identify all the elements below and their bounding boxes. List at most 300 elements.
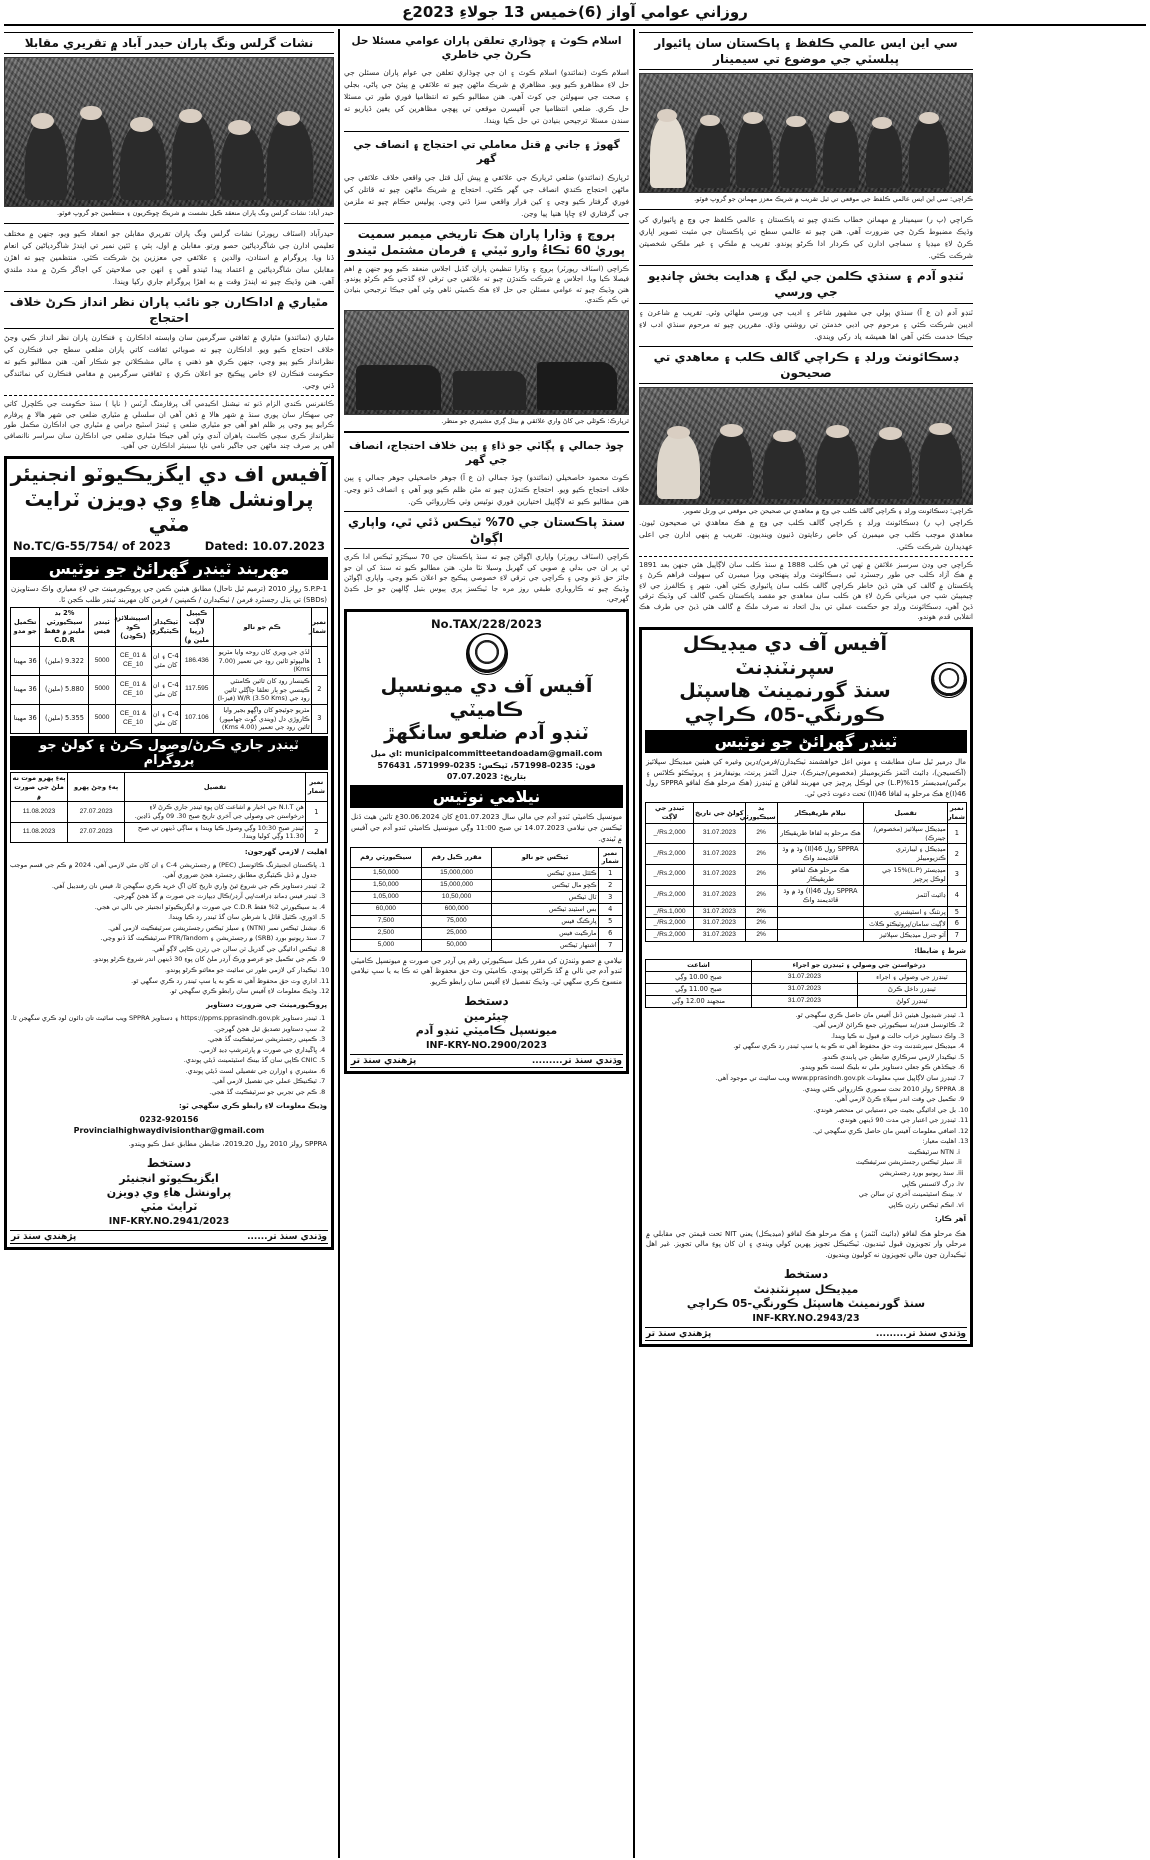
he-r2-cost: 107.106 bbox=[180, 704, 213, 733]
he-s1-detail: ٽينڊر صبح 10:30 وڳي وصول ڪيا ويندا ۽ ساڳي ڏينهن تي صبح 11.30 وڳي کوليا ويندا. bbox=[125, 822, 306, 842]
he-s0-d2: 11.08.2023 bbox=[11, 802, 68, 822]
he-r0-sr: 1 bbox=[311, 647, 327, 676]
he-phone: 0232-920156 bbox=[139, 1114, 199, 1124]
he-sth-2: ٻهءِ وڃڻ پهرو bbox=[68, 772, 125, 802]
hn-r6-date: 31.07.2023 bbox=[694, 930, 745, 942]
hn-th-4: کولڻ جي تاريخ bbox=[694, 803, 745, 824]
he-conditions-title: اهليت / لازمي گهرجون: bbox=[244, 848, 327, 857]
hn-s1-time: صبح 11.00 وڳي bbox=[646, 983, 752, 995]
mc-terms: نيلامي ۾ حصو وٺندڙن کي مقرر ڪيل سيڪيورٽي رقم پي آرڊر جي صورت ۾ ميونسپل ڪاميٽي ٽنڊو آدم جي نالي ۾ گڏ ڪرائڻي پوندي. ڪاميٽي وٽ حق محفوظ آهي ته ڪا به يا سڀ نيلامي منسوخ ڪري سگهي ٿي. وڌيڪ تفصيل لاءِ آفيس سان رابطو ڪريو. bbox=[351, 956, 622, 987]
hn-r1-sec: 2% bbox=[745, 844, 777, 865]
hn-title-line2: سنڌ گورنمينٽ هاسپٽل ڪورنگي-05، ڪراچي bbox=[679, 680, 891, 726]
mc-intro: ميونسپل ڪاميٽي ٽنڊو آدم جي مالي سال 01.07.2023ع کان 30.06.2024ع تائين ھيٺ ڏنل ٽيڪسن جي نيلامي 14.07.2023 تي صبح 11:00 وڳي ميونسپل ڪاميٽي ٽنڊو آدم جي آفيس ۾ ٿيندي. bbox=[351, 813, 622, 843]
mc-r0-sec: 1,50,000 bbox=[351, 868, 422, 880]
mid-article-5: ڪراچي (اسٽاف رپورٽر) واپاري اڳواڻن چيو ته سنڌ پاڪستان جي 70 سيڪڙو ٽيڪس ادا ڪري ٿي پر ان جي بدلي ۾ صوبي کي گهربل وسيلا نٿا ملن. هنن مطالبو ڪيو ته سنڌ کي ان جو جائز حق ڏنو وڃي ۽ ڪراچي جي ترقي لاءِ خصوصي پيڪيج جو اعلان ڪيو وڃي. واپاري اڳواڻن وڌيڪ چيو ته ڪاروباري طبقي روز مره جا ٽيڪسز پري ٻيوس بتيل ڳالهين جو حل ڪڍڻ گهرجي. bbox=[344, 553, 629, 604]
municipal-auction-notice bbox=[344, 609, 629, 1074]
mid-article-1: اسلام ڪوٽ (نمائندو) اسلام ڪوٽ ۽ ان جي چوڌاري تعلقن جي عوام پاران مسئلن جي حل لاءِ مظاهرو ڪيو ويو. مظاهري ۾ شريڪ ماڻهن چيو ته علائقي ۾ پيئڻ جي پاڻي، بجلي ۽ صحت جي سهولتن جي کوٽ آهي. هنن مطالبو ڪيو ته انتظاميا فوري طور تي مسئلا حل ڪري. ضلعي انتظاميا جي آفيسرن موقعي تي پهچي مظاهرين کي يقين ڏياريو ته سندن مسئلا ترجيحي بنيادن تي حل ڪيا ويندا. bbox=[344, 68, 629, 126]
hn-title-line1: آفيس آف دي ميڊيڪل سپرنٽنڊنٽ bbox=[682, 632, 888, 679]
table-row bbox=[11, 802, 328, 822]
mc-r0-sr: 1 bbox=[598, 868, 622, 880]
mc-r6-amount: 50,000 bbox=[421, 939, 492, 951]
he-r1-cat: C-4 ۽ ان کان مٿي bbox=[151, 675, 180, 704]
column-mid bbox=[344, 29, 629, 1858]
hn-th-3: بد سيڪيورٽي bbox=[745, 803, 777, 824]
hn-s0-time: صبح 10.00 وڳي bbox=[646, 971, 752, 983]
hn-r2-method: هڪ مرحلو هڪ لفافو طريقيڪار bbox=[777, 864, 864, 885]
he-conditions-list bbox=[10, 860, 328, 996]
table-row bbox=[646, 823, 967, 843]
mid-headline-4: چوڌ جمالي ۽ پڳاٽي جو ڌاءِ ۽ ٻين خلاف احتجاج، انصاف جي گهر bbox=[348, 439, 625, 466]
sindh-government-emblem-icon bbox=[931, 662, 967, 698]
mc-r3-amount: 600,000 bbox=[421, 904, 492, 916]
table-row bbox=[646, 906, 967, 918]
hn-read-right: پڙهندي سنڌ تر bbox=[646, 1329, 712, 1340]
hn-sign-1: دستخط bbox=[783, 1267, 829, 1282]
hn-r2-sec: 2% bbox=[745, 864, 777, 885]
mc-r2-name: ٽال ٽيڪس bbox=[492, 892, 598, 904]
table-row bbox=[351, 904, 623, 916]
he-sign-3: پراونشل هاءِ وي ڊويزن bbox=[106, 1185, 232, 1199]
he-r1-sec: 5.880 (ملين) bbox=[40, 675, 89, 704]
hn-r3-cost: Rs.2,000/_ bbox=[646, 885, 694, 906]
list-item: 5. اڌوري، ڪٽيل ڦاٽل يا شرطن سان گڏ ٽينڊر رد ڪيا ويندا. bbox=[10, 912, 317, 922]
he-th-5: ٽينڊر فيس bbox=[89, 608, 115, 647]
mc-th-3: سيڪيورٽي رقم bbox=[351, 847, 422, 868]
mc-r3-name: بس اسٽينڊ ٽيڪس bbox=[492, 904, 598, 916]
he-sth-1: تفصيل bbox=[125, 772, 306, 802]
table-row bbox=[11, 675, 328, 704]
he-r0-sec: 9.322 (ملين) bbox=[40, 647, 89, 676]
list-item: 10. بل جي ادائيگي بجيٽ جي دستيابي تي منحصر هوندي. bbox=[645, 1105, 956, 1115]
he-r1-fee: 5000 bbox=[89, 675, 115, 704]
he-r1-period: 36 مهينا bbox=[11, 675, 40, 704]
left-headline-1: سي اين ايس عالمي ڪلفظ ۽ پاڪستان سان ڀائيوار پبلسٽي جي موضوع تي سيمينار bbox=[639, 32, 973, 70]
he-sth-3: ٻهءِ پهرو موت نه ملڻ جي صورت ۾ bbox=[11, 772, 68, 802]
hn-th-1: تفصيل bbox=[864, 803, 947, 824]
mc-r5-amount: 25,000 bbox=[421, 927, 492, 939]
hn-r2-date: 31.07.2023 bbox=[694, 864, 745, 885]
mc-r6-sr: 7 bbox=[598, 939, 622, 951]
he-th-4: اسپيشلائزڊ ڪوڊ (ڪوڊن) bbox=[115, 608, 151, 647]
highway-tender-notice bbox=[4, 456, 334, 1251]
list-item: 7. سنڌ ريونيو بورڊ (SRB) ۾ رجسٽريشن ۽ PTR/Tandom سرٽيفڪيٽ گڏ ڏنو وڃي. bbox=[10, 933, 317, 943]
mc-r1-sr: 2 bbox=[598, 880, 622, 892]
table-row bbox=[646, 844, 967, 865]
list-item: 8. ٽيڪس ادائيگي جي گذريل ٽن سالن جي رٽرن ڪاپي لاڳو آهي. bbox=[10, 944, 317, 954]
list-item: 9. ڪم جي تڪميل جو عرصو ورڪ آرڊر ملڻ کان پوءِ 30 ڏينهن اندر شروع ڪرڻو پوندو. bbox=[10, 954, 317, 964]
mc-r1-name: ڪچو مال ٽيڪس bbox=[492, 880, 598, 892]
list-item: 11. ٽينڊرز جي اعتبار جي مدت 90 ڏينهن هوندي. bbox=[645, 1115, 956, 1125]
mc-phone: 0235-571998، ٽيڪس: 0235-571999، 576431 bbox=[377, 760, 573, 770]
hn-terms-list bbox=[645, 1010, 967, 1147]
hn-s2-label: ٽينڊرز کولڻ bbox=[857, 995, 966, 1007]
he-inf-number: INF-KRY.NO.2941/2023 bbox=[108, 1216, 230, 1228]
table-row bbox=[351, 868, 623, 880]
hn-r0-cost: Rs.2,000/_ bbox=[646, 823, 694, 843]
table-row bbox=[351, 880, 623, 892]
he-docs-list bbox=[10, 1013, 328, 1097]
hn-table-header-row bbox=[646, 803, 967, 824]
list-item: 6. مشينري ۽ اوزارن جي تفصيلي لسٽ ڏيڻي پوندي. bbox=[10, 1066, 317, 1076]
right-article-1: حيدرآباد (اسٽاف رپورٽر) نشات گرلس ونگ پاران تقريري مقابلن جو انعقاد ڪيو ويو، جنهن ۾ مختلف تعليمي ادارن جي شاگردياڻين حصو ورتو. مقابلن ۾ اول، ٻئي ۽ ٽئين نمبر تي ايندڙ شاگردياڻين کي انعام ڏنا ويا. پروگرام ۾ استادن، والدين ۽ علائقي جي معززين پڻ شرڪت ڪئي. منتظمين چيو ته اهڙن مقابلن سان شاگردياڻين ۾ اعتماد پيدا ٿيندو آهي ۽ انهن جي صلاحيتن کي اجاگر ڪرڻ ۾ مدد ملندي آهي. هنن وڌيڪ چيو ته ايندڙ وقت ۾ به اهڙا پروگرام جاري رکيا ويندا. bbox=[4, 229, 334, 287]
hn-r3-detail: ڊائيٽ آئٽمز bbox=[864, 885, 947, 906]
masthead-text: روزاني عوامي آواز (6)خميس 13 جولاءِ 2023ع bbox=[402, 3, 748, 21]
mc-read-line bbox=[350, 1054, 623, 1068]
he-schedule-table bbox=[10, 772, 328, 843]
list-item: 7. ٽينڊرز سان لاڳاپيل سڀ معلومات www.pprasindh.gov.pk ويب سائيٽ تي موجود آهي. bbox=[645, 1073, 956, 1083]
hn-th-0: نمبر شمار bbox=[947, 803, 966, 824]
he-r1-cost: 117.595 bbox=[180, 675, 213, 704]
mc-title-line2: ٽنڊو آدم ضلعو سانگهڙ bbox=[384, 722, 589, 745]
he-r0-work: لڏي جي ويري کان روحه وايا مٽريو هاليپوٽو ٿائين روڊ جي تعمير (7.00 Kms) bbox=[213, 647, 311, 676]
hn-s2-time: منجهند 12.00 وڳي bbox=[646, 995, 752, 1007]
hn-r0-date: 31.07.2023 bbox=[694, 823, 745, 843]
hn-sched-header-row bbox=[646, 960, 967, 972]
hn-s1-date: 31.07.2023 bbox=[751, 983, 857, 995]
mc-inf-number: INF-KRY-NO.2900/2023 bbox=[426, 1040, 547, 1052]
he-r2-sr: 3 bbox=[311, 704, 327, 733]
list-item: 5. ٺيڪيدار لازمي سرڪاري ضابطن جي پابندي ڪندو. bbox=[645, 1052, 956, 1062]
mc-sign-2: چيئرمين bbox=[464, 1009, 509, 1023]
table-row bbox=[351, 915, 623, 927]
left-article-2: ٽنڊو آدم (ن ع آ) سنڌي ٻولي جي مشهور شاعر ۽ اديب جي ورسي ملهائي وئي. تقريب ۾ شاعرن ۽ اديبن شرڪت ڪئي ۽ مرحوم جي ادبي خدمتن تي روشني وڌي. مقررين چيو ته مرحوم سنڌي ادب لاءِ جيڪا خدمت ڪئي آهي اها هميشه ياد رکي ويندي. bbox=[639, 307, 973, 341]
hn-r6-detail: آٽو جنرل ميڊيڪل سپلائيز bbox=[864, 930, 947, 942]
hn-r4-cost: Rs.1,000/_ bbox=[646, 906, 694, 918]
hn-r3-sec: 2% bbox=[745, 885, 777, 906]
hn-r5-detail: لاڳيت سامان/پروٽيڪٽو ڪلاٿ bbox=[864, 918, 947, 930]
left-article-1: ڪراچي (پ ر) سيمينار ۾ مهمانن خطاب ڪندي چيو ته پاڪستان ۽ عالمي ڪلفظ جي وچ ۾ ڀائيواري کي وڌيڪ مضبوط ڪرڻ جي ضرورت آهي. هنن چيو ته عالمي سطح تي پاڪستان جي مثبت تصوير اڀاري ڪرڻ لاءِ ميڊيا ۽ سماجي ادارن کي ڪردار ادا ڪرڻو پوندو. تقريب ۾ ملڪي ۽ غير ملڪي شخصيتن شرڪت ڪئي. bbox=[639, 215, 973, 261]
table-row bbox=[351, 927, 623, 939]
he-th-7: تڪميل جو مدو bbox=[11, 608, 40, 647]
he-th-1: ڪم جو نالو bbox=[213, 608, 311, 647]
mc-email[interactable]: municipalcommitteetandoadam@gmail.com bbox=[404, 749, 603, 759]
he-r0-fee: 5000 bbox=[89, 647, 115, 676]
government-emblem-icon bbox=[466, 633, 508, 675]
hn-r1-date: 31.07.2023 bbox=[694, 844, 745, 865]
hn-r6-cost: Rs.2,000/_ bbox=[646, 930, 694, 942]
right-lead-headline: نشات گرلس ونگ پاران حيدر آباد ۾ تقريري مقابلا bbox=[4, 32, 334, 54]
mc-th-1: ٽيڪس جو نالو bbox=[492, 847, 598, 868]
he-r2-fee: 5000 bbox=[89, 704, 115, 733]
photo-nishat-girls-wing bbox=[4, 57, 334, 207]
list-item: 4. ڀاڱيداري جي صورت ۾ پارٽنرشپ ڊيڊ لازمي. bbox=[10, 1045, 317, 1055]
mc-r3-sec: 60,000 bbox=[351, 904, 422, 916]
hn-r5-date: 31.07.2023 bbox=[694, 918, 745, 930]
mid-headline-5: سنڌ پاڪستان جي 70% ٽيڪس ڏئي ٿي، واپاري اڳواڻ bbox=[344, 511, 629, 549]
hn-r2-detail: ميڊيسٽر (L.P)15% جي لوڪل پرچيز bbox=[864, 864, 947, 885]
list-item: 11. اداري وٽ حق محفوظ آهي ته ڪو به يا سڀ ٽينڊر رد ڪري سگهي ٿو. bbox=[10, 976, 317, 986]
left-article-4: ڪراچي جي وڊن سرسبز علائقن ۾ ٺهي ٿي هي ڪلب 1888 ۾ سنڌ ڪلب سان لاڳاپيل هئي جنهن بعد 1891 ۾ هڪ آزاد ڪلب جي طور رجسٽرڊ ٿيي ڊسڪائونٽ ورلڊ پنهنجي ويزا ميمبرن کي سهولت فراهم ڪرڻ ۽ پاڪستان ۾ گالف کي هٿي ڏيڻ خاطر ڪراچي گالف ڪلب سان ڀائيواري ڪئي آهي. شهر ۽ ڪالفرز جي لاءِ چيمپيئن شپ جي ميزباني ڪرڻ لاءِ هن ڪلب سان معاهدي جو مقصد پاڪستان ڪمي گالف کي وڌيڪ ترقي ڏيڻ آهي، ڊسڪائونٽ ورلڊ جو حڪمت عملي تي بدل اتحاد نه صرف ملڪ ۾ گالف هئي ڏيڻ جي طرف هڪ انقلابي قدم هوندو. bbox=[639, 560, 973, 622]
mid-headline-3: ٻروچ ۽ وڌارا پاران ھڪ تاريخي ميمبر سميت پوريٰ 60 ٽڪاءُ وارو ٽيٽي ۽ فرمان مشتمل ٿيندو bbox=[344, 223, 629, 261]
he-read-right: پڙهندي سنڌ تر bbox=[11, 1232, 77, 1243]
he-r2-work: مٽريو جوٽيجو کان واڳهو بجير وايا ڪاروڙي دل (ويندي گوٽ جهامپور) ٿائين روڊ جي تعمير (4.00 Kms) bbox=[213, 704, 311, 733]
mid-article-2: ٿرپارڪ (نمائندو) ضلعي ٿرپارڪ جي علائقي ۾ پيش آيل قتل جي واقعي خلاف علائقي جي ماڻهن احتجاج ڪندي انصاف جي گهر ڪئي. احتجاج ۾ شريڪ ماڻهن چيو ته قاتلن کي فوري گرفتار ڪيو وڃي ۽ کين قرار واقعي سزا ڏني وڃي. پوليس حڪام چيو ته ملزمن جي گرفتاري لاءِ ڇاپا هنيا پيا وڃن. bbox=[344, 172, 629, 218]
hn-s0-date: 31.07.2023 bbox=[751, 971, 857, 983]
he-s0-sr: 1 bbox=[305, 802, 327, 822]
hn-sth-1: اشاعت bbox=[646, 960, 752, 972]
hn-r0-method: هڪ مرحلو ٻه لفافا طريقيڪار bbox=[777, 823, 864, 843]
hn-r1-sr: 2 bbox=[947, 844, 966, 865]
mc-phone-label: فون: bbox=[575, 760, 596, 770]
hn-r4-method bbox=[777, 906, 864, 918]
he-r2-cat: C-4 ۽ ان کان مٿي bbox=[151, 704, 180, 733]
mc-r0-name: ڪئٽل منڊي ٽيڪس bbox=[492, 868, 598, 880]
hn-note: هڪ مرحلو هڪ لفافو (ڊائيٽ آئٽمز) ۽ هڪ مرحلو هڪ لفافو (ميڊيڪل) يعني NIT تحت قيمتن جي مقابلي ۾ مرحلي وار تجويزون قبول ٿينديون. ٽيڪنيڪل تجويز پهرين کولي ويندي ۽ ان کان پوءِ مالي تجويز. غير اهل ٺيڪيدارن جون مالي تجويزون نه کوليون وينديون. bbox=[646, 1229, 966, 1260]
hn-s2-date: 31.07.2023 bbox=[751, 995, 857, 1007]
mc-r6-name: اشتهار ٽيڪس bbox=[492, 939, 598, 951]
mc-r5-sr: 6 bbox=[598, 927, 622, 939]
list-item: 3. ڪمپني رجسٽريشن سرٽيفڪيٽ گڏ هجي. bbox=[10, 1034, 317, 1044]
hn-th-2: نيلام طريقيڪار bbox=[777, 803, 864, 824]
mc-email-label: اي ميل: bbox=[370, 749, 403, 759]
list-item: 1. ٽينڊر شيڊيول هيٺين ڏنل آفيس مان حاصل ڪري سگهجي ٿو. bbox=[645, 1010, 956, 1020]
hn-r1-method: SPPRA رول 46(II) وڌ ۾ وڌ ڦائديمند واڪ bbox=[777, 844, 864, 865]
he-r1-code: CE_01 & CE_10 bbox=[115, 675, 151, 704]
mc-sign-1: دستخط bbox=[464, 994, 509, 1009]
right-article-3: ڪانفرنس ڪندي الزام ڏنو ته نيشنل اڪيڊمي آف پرفارمنگ آرٽس ( ناپا ) سنڌ حڪومت جي ڪلچرل کاتي جي سهڪار سان پوري سنڌ ۾ شهر هالا ۾ ڏهن آهي ان سلسلي ۾ مٿياري ضلعي جي شهر هالا ۾ پرفارم ڪرايو پيو وڃي پر ظلم اهو آهي جو مٿياري ضلعي ۽ ٿيندڙ اسٽيج ڊرامي ۾ مٿياري جي اداڪارن مڪمل طور نظرانداز ڪري سچي ڪاسٽ ٻاهران آندي وئي آهي جيڪا مٿياري ضلعي جي اداڪارن سان سراسر ناانصافي آهي پر صرف چند ماڻهن جي جاگير نامي ناپا سينيئر اداڪارن جي آهي. bbox=[4, 400, 334, 451]
hn-r3-date: 31.07.2023 bbox=[694, 885, 745, 906]
hn-s0-label: ٽينڊرز جي وصولي ۽ اجراء bbox=[857, 971, 966, 983]
table-row bbox=[646, 971, 967, 983]
columns-container bbox=[4, 26, 1146, 1858]
list-item: 8. ڪم جي تجربي جو سرٽيفڪيٽ گڏ هجي. bbox=[10, 1087, 317, 1097]
table-row bbox=[646, 885, 967, 906]
hn-items-table bbox=[645, 802, 967, 942]
he-r0-cat: C-4 ۽ ان کان مٿي bbox=[151, 647, 180, 676]
hn-r4-date: 31.07.2023 bbox=[694, 906, 745, 918]
hn-r6-sec: 2% bbox=[745, 930, 777, 942]
mc-r6-sec: 5,000 bbox=[351, 939, 422, 951]
hn-r5-sr: 6 bbox=[947, 918, 966, 930]
table-row bbox=[646, 983, 967, 995]
hn-r3-method: SPPRA رول 46(I) وڌ ۾ وڌ ڦائديمند واڪ bbox=[777, 885, 864, 906]
hn-sth-0: درخواستن جي وصولي ۽ ٽينڊرن جو اجراء bbox=[751, 960, 966, 972]
mc-r2-sec: 1,05,000 bbox=[351, 892, 422, 904]
list-item: 9. تڪميل جي وقت اندر سپلاءِ ڪرڻ لازمي آهي. bbox=[645, 1094, 956, 1104]
list-item: 6. جيڪڏهن ڪو جعلي دستاويز ملي ته بليڪ لسٽ ڪيو ويندو. bbox=[645, 1062, 956, 1072]
hn-note-title: آهر ڪار: bbox=[934, 1214, 966, 1223]
mid-headline-2: گهوڙ ۽ جاني ۾ قتل معاملي تي احتجاج ۽ انصاف جي گهر bbox=[353, 139, 620, 166]
list-item: 5. CNIC ڪاپي سان گڏ بينڪ اسٽيٽمينٽ ڏيڻي پوندي. bbox=[10, 1055, 317, 1065]
left-article-3: ڪراچي (پ ر) ڊسڪائونٽ ورلڊ ۽ ڪراچي گالف ڪلب جي وچ ۾ هڪ معاهدي تي صحيحون ٿيون. معاهدي موجب ڪلب جي ميمبرن کي خاص رعايتون ڏنيون وينديون. تقريب ۾ ٻنهي ادارن جي اعلى عهديدارن شرڪت ڪئي. bbox=[639, 517, 973, 551]
he-s0-detail: هن N.I.T جي اخبار ۾ اشاعت کان پوءِ ٽينڊر جاري ڪرڻ لاءِ درخواستن جي وصولي جي آخري تاريخ صبح 30. 09 وڳي ڏاڍين. bbox=[125, 802, 306, 822]
list-item: iv. ڊرگ لائسنس ڪاپي bbox=[645, 1179, 954, 1189]
left-headline-3: ڊسڪائونٽ ورلڊ ۽ ڪراچي گالف ڪلب ۽ معاهدي تي صحيحون bbox=[639, 346, 973, 384]
photo-cns-seminar bbox=[639, 73, 973, 193]
list-item: 13. اهليت معيار: bbox=[645, 1136, 956, 1146]
table-row bbox=[351, 892, 623, 904]
hn-s1-label: ٽينڊرز داخل ڪرڻ bbox=[857, 983, 966, 995]
he-th-2: ڪيٻيل لاڳت (رپيا ملين ۾) bbox=[180, 608, 213, 647]
column-right bbox=[4, 29, 334, 1858]
hn-schedule-table bbox=[645, 959, 967, 1008]
he-r0-period: 36 مهينا bbox=[11, 647, 40, 676]
hn-read-left: وڌندي سنڌ تر......... bbox=[875, 1329, 966, 1340]
mc-th-2: مقرر ڪيل رقم bbox=[421, 847, 492, 868]
list-item: 6. نيشنل ٽيڪس نمبر (NTN) ۽ سيلز ٽيڪس رجسٽريشن سرٽيفڪيٽ لازمي آهي. bbox=[10, 923, 317, 933]
hn-r0-sr: 1 bbox=[947, 823, 966, 843]
column-left bbox=[639, 29, 973, 1858]
list-item: i. NTN سرٽيفڪيٽ bbox=[645, 1147, 954, 1157]
he-email: Provincialhighwaydivisionthar@gmail.com bbox=[73, 1126, 265, 1136]
he-ref-no: No.TC/G-55/754/ of 2023 bbox=[13, 538, 171, 553]
hn-th-5: ٽينڊر جي لاڳت bbox=[646, 803, 694, 824]
table-row bbox=[11, 647, 328, 676]
mc-banner: نيلامي نوٽيس bbox=[350, 785, 623, 808]
table-row bbox=[646, 864, 967, 885]
list-item: 1. پاڪستان انجنيئرنگ ڪائونسل (PEC) ۾ رجسٽريشن C-4 ۽ ان کان مٿي لازمي آهي، 2024 ۾ ڪم جي قسم موجب جدول ۾ ڏنل ڪيٽيگري مطابق رجسٽرڊ هجڻ ضروري آهي. bbox=[10, 860, 317, 880]
hn-r1-cost: Rs.2,000/_ bbox=[646, 844, 694, 865]
he-th-6: 2% بد سيڪيورٽي ملينز ۾ فقط C.D.R bbox=[40, 608, 89, 647]
photo-caption-nishat: حيدر آباد: نشات گرلس ونگ پاران منعقد ڪيل نشست ۾ شريڪ ڇوڪريون ۽ منتظمين جو گروپ فوٽو. bbox=[56, 209, 334, 218]
he-sign-4: ٽرايٽ مٽي bbox=[140, 1200, 198, 1214]
he-r0-cost: 186.436 bbox=[180, 647, 213, 676]
hn-inf-number: INF-KRY.NO.2943/23 bbox=[752, 1313, 860, 1325]
list-item: 4. بد سيڪيورٽي 2% فقط C.D.R جي صورت ۾ ايگزيڪيوٽو انجنيئر جي نالي تي هجي. bbox=[10, 902, 317, 912]
he-signature-block bbox=[10, 1156, 328, 1214]
list-item: 12. وڌيڪ معلومات لاءِ آفيس سان رابطو ڪري سگهجي ٿو. bbox=[10, 986, 317, 996]
he-schedule-banner: ٽينڊر جاري ڪرڻ/وصول ڪرڻ ۽ کولڻ جو پروگرام bbox=[10, 736, 328, 770]
hn-signature-block bbox=[645, 1267, 967, 1311]
mc-table-header-row bbox=[351, 847, 623, 868]
hn-r4-sr: 5 bbox=[947, 906, 966, 918]
hn-r2-cost: Rs.2,000/_ bbox=[646, 864, 694, 885]
list-item: 8. SPPRA رولز 2010 تحت سموري ڪارروائي ڪئي ويندي. bbox=[645, 1084, 956, 1094]
hn-r5-method bbox=[777, 918, 864, 930]
he-title-line2: پراونشل هاءِ وي ڊويزن ٽرايٽ مٽي bbox=[24, 486, 314, 536]
hn-r0-detail: ميڊيڪل سپلائيز (مخصوص/جينرڪ) bbox=[864, 823, 947, 843]
he-sign-2: ايگزيڪيوٽو انجنيئر bbox=[119, 1171, 219, 1185]
he-read-left: وڌندي سنڌ تر...... bbox=[247, 1232, 327, 1243]
list-item: 12. اضافي معلومات آفيس مان حاصل ڪري سگهجي ٿي. bbox=[645, 1126, 956, 1136]
photo-golf-club-agreement bbox=[639, 387, 973, 505]
list-item: 4. ميڊيڪل سپرنٽنڊنٽ وٽ حق محفوظ آهي ته ڪو به يا سڀ ٽينڊر رد ڪري سگهي ٿو. bbox=[645, 1041, 956, 1051]
he-intro: S.P.P-1 رولز 2010 (ترميم ٿيل تاحال) مطابق هيٺين ڪمن جي پروڪيورمينٽ جي لاءِ معياري واڪ دستاويزن (SBDs) تي ٻڌل رجسٽرڊ فرمن / ٺيڪيدارن / ڪمپنين / فرمن کان مهربند ٽينڊر طلب ڪجن ٿا. bbox=[11, 584, 327, 604]
hn-criteria-list bbox=[645, 1147, 967, 1210]
hn-read-line bbox=[645, 1327, 967, 1341]
mc-read-right: پڙهندي سنڌ تر bbox=[351, 1056, 417, 1067]
he-docs-title: پروڪيورمينٽ جي ضرورت دستاويز bbox=[206, 1001, 327, 1010]
he-r2-sec: 5.355 (ملين) bbox=[40, 704, 89, 733]
mc-r2-sr: 3 bbox=[598, 892, 622, 904]
he-th-0: نمبر شمار bbox=[311, 608, 327, 647]
hn-intro: مال ڊرمير ٿيل سان مطابقت ۽ موني اعل خواهشمند ٺيڪيدارن/فرمن/ڊرين وغيره کي هيٺين ميڊيڪل سپلائيز (آڪسيجن)، ڊائيٽ آئٽمز ڪنزيوميبلز (مخصوص/جينرڪ)، جنرل آئٽمز پرنٽ، يونيفارمز ۽ پروٽيڪٽو ڪلاٿس ۽ برگس/ميڊيسٽر 15%(L.P) جي لوڪل پرچيز جي مهربند لفافن ۾ ٽينڊرز (هڪ مرحلو هڪ لفافو SPPRA رول 46(I)ع هڪ مرحلو ٻه لفافا 46(II) تحت دعوت ڏجي ٿي. bbox=[646, 757, 966, 799]
mc-r2-amount: 10,50,000 bbox=[421, 892, 492, 904]
mc-r1-sec: 1,50,000 bbox=[351, 880, 422, 892]
mc-date: 07.07.2023 bbox=[446, 772, 498, 782]
list-item: 2. سڀ دستاويز تصديق ٿيل هجڻ گهرجن. bbox=[10, 1024, 317, 1034]
mc-r4-name: پارڪنگ فيس bbox=[492, 915, 598, 927]
hospital-tender-notice bbox=[639, 627, 973, 1348]
list-item: 7. ٽيڪنيڪل عملي جي تفصيل لازمي آهي. bbox=[10, 1076, 317, 1086]
divider-2 bbox=[633, 29, 635, 1858]
table-row bbox=[646, 930, 967, 942]
list-item: ii. سيلز ٽيڪس رجسٽريشن سرٽيفڪيٽ bbox=[645, 1157, 954, 1167]
hn-r4-detail: پرنٽنگ ۽ اسٽيشنري bbox=[864, 906, 947, 918]
he-title-line1: آفيس اف دي ايگزيڪيوٽو انجنيئر bbox=[10, 461, 328, 486]
mc-r4-amount: 75,000 bbox=[421, 915, 492, 927]
divider-1 bbox=[338, 29, 340, 1858]
hn-banner: ٽينڊر گهرائڻ جو نوٽيس bbox=[645, 730, 967, 753]
hn-r6-sr: 7 bbox=[947, 930, 966, 942]
hn-r1-detail: ميڊيڪل ۽ ليبارٽري ڪنزيوميبلز bbox=[864, 844, 947, 865]
he-r0-code: CE_01 & CE_10 bbox=[115, 647, 151, 676]
hn-r4-sec: 2% bbox=[745, 906, 777, 918]
he-read-line bbox=[10, 1230, 328, 1244]
list-item: 3. واڪ دستاويز خراب حالت ۾ قبول نه ڪيا ويندا. bbox=[645, 1031, 956, 1041]
he-footer-note: SPPRA رولز 2010 رول 20ـ2019، ضابطن مطابق عمل ڪيو ويندو. bbox=[128, 1140, 327, 1149]
mc-r5-name: مارڪيٽ فيس bbox=[492, 927, 598, 939]
table-row bbox=[11, 704, 328, 733]
hn-sign-3: سنڌ گورنمينٽ هاسپٽل ڪورنگي-05 ڪراچي bbox=[686, 1297, 926, 1311]
he-contact-title: وڌيڪ معلومات لاءِ رابطو ڪري سگهجي ٿو: bbox=[178, 1102, 327, 1111]
table-row bbox=[351, 939, 623, 951]
mc-r3-sr: 4 bbox=[598, 904, 622, 916]
table-row bbox=[646, 918, 967, 930]
he-s1-d1: 27.07.2023 bbox=[68, 822, 125, 842]
right-article-2: مٿياري (نمائندو) مٿياري ۾ ثقافتي سرگرمين سان وابسته اداڪارن ۽ فنڪارن پاران نظر انداز ڪيي وڃڻ خلاف احتجاج ڪيو ويو. اداڪارن چيو ته صوبائي ثقافت کاتي پاران ضلعي سطح جي فنڪارن کي نظرانداز ڪيو پيو وڃي، جنهن ڪري هو ذهني ۽ مالي مشڪلاتن جو شڪار آهن. هنن مطالبو ڪيو ته حڪومت فنڪارن لاءِ خاص پيڪيج جو اعلان ڪري ۽ ثقافتي سرگرمين ۾ مقامي فنڪارن کي نمائندگي ڏني وڃي. bbox=[4, 333, 334, 391]
list-item: v. بينڪ اسٽيٽمينٽ آخري ٽن سالن جي bbox=[645, 1189, 954, 1199]
he-sign-1: دستخط bbox=[146, 1155, 192, 1170]
he-table-header-row bbox=[11, 608, 328, 647]
mid-article-3: ڪراچي (اسٽاف رپورٽر) ٻروچ ۽ وڌارا تنظيمن پاران گڏيل اجلاس منعقد ڪيو ويو جنهن ۾ اهم فيصلا ڪيا ويا. اجلاس ۾ شرڪت ڪندڙن چيو ته علائقي جي ترقي لاءِ گڏجي ڪم ڪرڻو پوندو. هنن وڌيڪ چيو ته عوامي مسئلن جي حل لاءِ هڪ ڪميٽي ٺاهي وئي آهي جيڪا ترجيحي بنيادن تي ڪم ڪندي. bbox=[344, 264, 629, 305]
mc-read-left: وڌندي سنڌ تر......... bbox=[531, 1056, 622, 1067]
mid-article-4: ڪوٽ محمود خاصخيلي (نمائندو) چوڌ جمالي (ن ع آ) جوهر خاصخيلي جوهر جمالي ۽ ٻين خلاف احتجاج ڪيو ويو. احتجاج ڪندڙن چيو ته مٿن ظلم ڪيو ويو آهي ۽ انصاف ڏنو وڃي. هنن مطالبو ڪيو ته لاڳاپيل اختيارين فوري نوٽيس وٺي ڪارروائي ڪن. bbox=[344, 473, 629, 507]
hn-r0-sec: 2% bbox=[745, 823, 777, 843]
hn-r5-sec: 2% bbox=[745, 918, 777, 930]
hn-terms-title: شرط ۽ ضابطا: bbox=[914, 947, 966, 956]
list-item: 10. ٺيڪيدار کي لازمي طور تي سائيٽ جو معائنو ڪرڻو پوندو. bbox=[10, 965, 317, 975]
photo-coal-mine-machinery bbox=[344, 310, 629, 415]
he-s1-sr: 2 bbox=[305, 822, 327, 842]
list-item: iii. سنڌ ريونيو بورڊ رجسٽريشن bbox=[645, 1168, 954, 1178]
he-r2-period: 36 مهينا bbox=[11, 704, 40, 733]
mc-r1-amount: 15,000,000 bbox=[421, 880, 492, 892]
he-r1-sr: 2 bbox=[311, 675, 327, 704]
he-r1-work: ڪينسار روڊ کان ٿائين ڪامنٽي ڪينسي جو ٻار تعلقا ڄاڳلي ٿائين روڊ جي W/R (3.50 Kms) (فيز-I) bbox=[213, 675, 311, 704]
mc-ref-no: No.TAX/228/2023 bbox=[430, 616, 543, 631]
he-r2-code: CE_01 & CE_10 bbox=[115, 704, 151, 733]
he-s0-d1: 27.07.2023 bbox=[68, 802, 125, 822]
mc-th-0: نمبر شمار bbox=[598, 847, 622, 868]
mc-title-line1: آفيس آف دي ميونسپل ڪاميٽي bbox=[380, 674, 593, 721]
photo-caption-golf: ڪراچي: ڊسڪائونٽ ورلڊ ۽ ڪراچي گالف ڪلب جي وچ ۾ معاهدي تي صحيحن جي موقعي تي ورتل تصوير. bbox=[682, 506, 973, 515]
mc-sign-3: ميونسپل ڪاميٽي ٽنڊو آدم bbox=[415, 1023, 558, 1037]
hn-r2-sr: 3 bbox=[947, 864, 966, 885]
hn-r5-cost: Rs.2,000/_ bbox=[646, 918, 694, 930]
list-item: 3. ٽينڊر فيس ڊمانڊ ڊرافٽ/پي آرڊر/ڪال ڊيپازٽ جي صورت ۾ گڏ هجڻ گهرجي. bbox=[10, 891, 317, 901]
mc-signature-block bbox=[350, 994, 623, 1038]
mc-date-label: بتاريخ: bbox=[500, 772, 527, 782]
mc-r4-sec: 7,500 bbox=[351, 915, 422, 927]
photo-caption-cns: ڪراچي: سي اين ايس عالمي ڪلفظ جي موقعي تي ٿيل تقريب ۾ شريڪ معزز مهمانن جو گروپ فوٽو. bbox=[694, 195, 973, 204]
list-item: 1. ٽينڊر دستاويز https://ppms.pprasindh.gov.pk ۽ دستاويز SPPRA ويب سائيٽ تان ڊائون لوڊ ڪري سگهجن ٿا. bbox=[10, 1013, 317, 1023]
mc-r0-amount: 15,000,000 bbox=[421, 868, 492, 880]
table-row bbox=[11, 822, 328, 842]
he-dated: Dated: 10.07.2023 bbox=[204, 538, 325, 553]
hn-r6-method bbox=[777, 930, 864, 942]
photo-caption-coal: ٿرپارڪ: ڪوئلي جي کاڻ واري علائقي ۾ بيٺل ڳري مشينري جو منظر. bbox=[441, 416, 629, 425]
he-sched-header-row bbox=[11, 772, 328, 802]
he-work-table bbox=[10, 607, 328, 733]
list-item: 2. ڪائونسل فنڊز/بد سيڪيورٽي جمع ڪرائڻ لازمي آهي. bbox=[645, 1020, 956, 1030]
mid-headline-1: اسلام ڪوٽ ۽ چوڌاري تعلقن پاران عوامي مسئلا حل ڪرڻ جي خاطري bbox=[351, 35, 622, 62]
masthead bbox=[4, 0, 1146, 26]
table-row bbox=[646, 995, 967, 1007]
he-sth-0: نمبر شمار bbox=[305, 772, 327, 802]
mc-r4-sr: 5 bbox=[598, 915, 622, 927]
list-item: 2. ٽينڊر دستاويز ڪم جي شروع ٿيڻ واري تاريخ کان اڳ خريد ڪري سگهجن ٿا، فيس نان رفنڊيبل آهي. bbox=[10, 881, 317, 891]
